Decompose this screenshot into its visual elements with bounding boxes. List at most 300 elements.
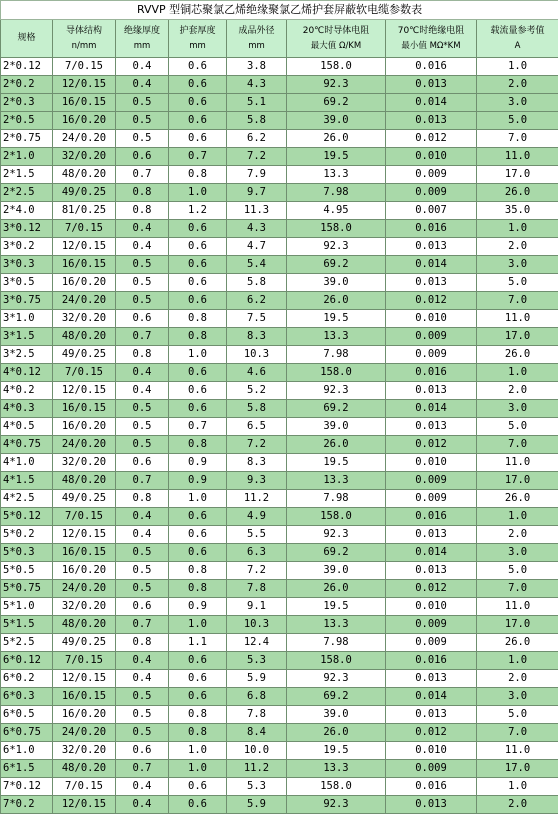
table-row <box>1 76 558 94</box>
table-cell: 19.5 <box>287 148 386 166</box>
table-cell: 17.0 <box>477 328 558 346</box>
table-cell: 92.3 <box>287 382 386 400</box>
table-cell: 4.95 <box>287 202 386 220</box>
table-cell: 1.0 <box>477 652 558 670</box>
table-cell: 5.0 <box>477 706 558 724</box>
table-cell: 13.3 <box>287 328 386 346</box>
table-cell: 7.98 <box>287 490 386 508</box>
table-cell: 7.9 <box>227 166 287 184</box>
table-cell: 69.2 <box>287 256 386 274</box>
table-cell: 1.0 <box>477 364 558 382</box>
table-cell: 4*1.5 <box>1 472 53 490</box>
table-cell: 5.0 <box>477 274 558 292</box>
table-cell: 0.009 <box>386 328 477 346</box>
table-cell: 7.8 <box>227 706 287 724</box>
table-cell: 16/0.15 <box>53 544 116 562</box>
table-cell: 0.6 <box>169 364 227 382</box>
table-cell: 0.4 <box>116 526 169 544</box>
header-label: 20℃时导体电阻 <box>303 26 370 36</box>
table-cell: 11.0 <box>477 598 558 616</box>
table-row <box>1 184 558 202</box>
table-cell: 12/0.15 <box>53 526 116 544</box>
table-row <box>1 742 558 760</box>
table-cell: 0.4 <box>116 220 169 238</box>
table-cell: 0.010 <box>386 598 477 616</box>
table-cell: 7/0.15 <box>53 508 116 526</box>
table-cell: 49/0.25 <box>53 346 116 364</box>
table-cell: 11.3 <box>227 202 287 220</box>
table-cell: 6*1.0 <box>1 742 53 760</box>
table-cell: 0.6 <box>169 670 227 688</box>
table-cell: 11.0 <box>477 148 558 166</box>
table-cell: 0.014 <box>386 688 477 706</box>
table-cell: 0.5 <box>116 400 169 418</box>
table-cell: 16/0.15 <box>53 256 116 274</box>
table-cell: 0.8 <box>169 166 227 184</box>
table-cell: 48/0.20 <box>53 616 116 634</box>
table-cell: 13.3 <box>287 472 386 490</box>
table-cell: 0.5 <box>116 94 169 112</box>
table-row <box>1 760 558 778</box>
table-cell: 3.0 <box>477 400 558 418</box>
table-cell: 5.9 <box>227 796 287 814</box>
table-cell: 0.9 <box>169 454 227 472</box>
table-cell: 6.2 <box>227 292 287 310</box>
table-cell: 0.012 <box>386 292 477 310</box>
table-cell: 24/0.20 <box>53 130 116 148</box>
table-cell: 0.013 <box>386 796 477 814</box>
table-cell: 158.0 <box>287 364 386 382</box>
table-cell: 69.2 <box>287 94 386 112</box>
table-cell: 2.0 <box>477 526 558 544</box>
table-cell: 0.5 <box>116 292 169 310</box>
table-cell: 7/0.15 <box>53 778 116 796</box>
header-label: 规格 <box>17 33 35 43</box>
table-cell: 2*1.0 <box>1 148 53 166</box>
table-cell: 0.4 <box>116 508 169 526</box>
table-cell: 5.0 <box>477 562 558 580</box>
table-cell: 4.9 <box>227 508 287 526</box>
table-cell: 0.009 <box>386 184 477 202</box>
table-cell: 6*0.75 <box>1 724 53 742</box>
table-cell: 158.0 <box>287 220 386 238</box>
table-cell: 2*4.0 <box>1 202 53 220</box>
table-row <box>1 256 558 274</box>
table-cell: 92.3 <box>287 76 386 94</box>
table-cell: 2*0.12 <box>1 58 53 76</box>
table-cell: 0.7 <box>116 328 169 346</box>
table-cell: 81/0.25 <box>53 202 116 220</box>
table-cell: 5.8 <box>227 112 287 130</box>
table-cell: 0.7 <box>169 148 227 166</box>
table-cell: 5*1.5 <box>1 616 53 634</box>
table-cell: 0.8 <box>169 724 227 742</box>
table-cell: 2*0.5 <box>1 112 53 130</box>
table-cell: 5*0.12 <box>1 508 53 526</box>
table-row <box>1 778 558 796</box>
header-unit: mm <box>227 39 286 54</box>
table-cell: 1.0 <box>169 490 227 508</box>
table-cell: 5.9 <box>227 670 287 688</box>
table-cell: 7.2 <box>227 562 287 580</box>
table-cell: 11.0 <box>477 742 558 760</box>
table-cell: 92.3 <box>287 526 386 544</box>
table-cell: 6*0.3 <box>1 688 53 706</box>
table-cell: 0.8 <box>116 184 169 202</box>
table-cell: 0.013 <box>386 706 477 724</box>
table-cell: 0.6 <box>169 130 227 148</box>
table-cell: 0.5 <box>116 436 169 454</box>
table-row <box>1 382 558 400</box>
table-cell: 3.0 <box>477 688 558 706</box>
table-cell: 0.010 <box>386 148 477 166</box>
table-row <box>1 274 558 292</box>
table-row <box>1 706 558 724</box>
table-cell: 7.0 <box>477 580 558 598</box>
table-cell: 0.4 <box>116 778 169 796</box>
table-cell: 4*0.2 <box>1 382 53 400</box>
table-cell: 1.0 <box>477 778 558 796</box>
table-cell: 2*2.5 <box>1 184 53 202</box>
table-cell: 0.8 <box>116 202 169 220</box>
table-cell: 0.5 <box>116 130 169 148</box>
table-cell: 1.2 <box>169 202 227 220</box>
table-cell: 26.0 <box>287 292 386 310</box>
table-cell: 17.0 <box>477 166 558 184</box>
table-cell: 16/0.20 <box>53 562 116 580</box>
header-unit: mm <box>116 39 168 54</box>
table-cell: 0.014 <box>386 94 477 112</box>
table-cell: 0.8 <box>169 562 227 580</box>
table-cell: 0.016 <box>386 220 477 238</box>
table-cell: 0.8 <box>116 634 169 652</box>
table-cell: 24/0.20 <box>53 724 116 742</box>
table-cell: 26.0 <box>287 580 386 598</box>
table-cell: 5.2 <box>227 382 287 400</box>
table-cell: 0.007 <box>386 202 477 220</box>
table-row <box>1 670 558 688</box>
table-cell: 0.8 <box>169 580 227 598</box>
table-cell: 32/0.20 <box>53 454 116 472</box>
table-cell: 9.7 <box>227 184 287 202</box>
table-cell: 26.0 <box>477 634 558 652</box>
table-row <box>1 724 558 742</box>
table-cell: 3*0.12 <box>1 220 53 238</box>
table-cell: 0.8 <box>169 328 227 346</box>
table-cell: 12/0.15 <box>53 670 116 688</box>
table-cell: 4.3 <box>227 76 287 94</box>
table-cell: 7.5 <box>227 310 287 328</box>
header-label: 导体结构 <box>66 26 102 36</box>
table-row <box>1 454 558 472</box>
table-cell: 0.009 <box>386 346 477 364</box>
table-cell: 0.6 <box>169 112 227 130</box>
table-cell: 0.6 <box>169 256 227 274</box>
table-cell: 6*0.12 <box>1 652 53 670</box>
table-cell: 3*0.75 <box>1 292 53 310</box>
table-cell: 158.0 <box>287 778 386 796</box>
table-row <box>1 472 558 490</box>
table-cell: 26.0 <box>287 724 386 742</box>
table-cell: 0.009 <box>386 760 477 778</box>
table-cell: 5.3 <box>227 778 287 796</box>
table-cell: 1.0 <box>169 184 227 202</box>
table-cell: 0.009 <box>386 472 477 490</box>
header-insulation <box>116 20 169 58</box>
table-row <box>1 616 558 634</box>
table-cell: 9.3 <box>227 472 287 490</box>
header-label: 成品外径 <box>238 26 274 36</box>
table-cell: 2.0 <box>477 76 558 94</box>
table-cell: 5.0 <box>477 112 558 130</box>
table-cell: 16/0.15 <box>53 688 116 706</box>
table-cell: 7.0 <box>477 724 558 742</box>
table-cell: 0.5 <box>116 418 169 436</box>
table-cell: 39.0 <box>287 274 386 292</box>
table-cell: 0.6 <box>169 400 227 418</box>
table-cell: 32/0.20 <box>53 742 116 760</box>
table-cell: 48/0.20 <box>53 760 116 778</box>
table-cell: 19.5 <box>287 454 386 472</box>
table-cell: 4*0.75 <box>1 436 53 454</box>
table-cell: 0.010 <box>386 454 477 472</box>
table-cell: 0.6 <box>169 688 227 706</box>
table-cell: 0.6 <box>169 544 227 562</box>
table-cell: 16/0.15 <box>53 94 116 112</box>
table-cell: 0.6 <box>169 796 227 814</box>
table-cell: 0.013 <box>386 418 477 436</box>
table-cell: 0.4 <box>116 238 169 256</box>
table-cell: 39.0 <box>287 112 386 130</box>
table-cell: 4.7 <box>227 238 287 256</box>
table-cell: 0.5 <box>116 562 169 580</box>
table-cell: 0.6 <box>169 58 227 76</box>
table-cell: 1.0 <box>169 616 227 634</box>
table-cell: 0.6 <box>116 454 169 472</box>
table-cell: 7/0.15 <box>53 652 116 670</box>
header-unit: mm <box>169 39 226 54</box>
table-row <box>1 202 558 220</box>
table-cell: 12/0.15 <box>53 796 116 814</box>
table-cell: 8.3 <box>227 454 287 472</box>
table-row <box>1 346 558 364</box>
table-cell: 11.0 <box>477 310 558 328</box>
table-row <box>1 634 558 652</box>
table-cell: 19.5 <box>287 310 386 328</box>
table-row <box>1 418 558 436</box>
table-cell: 9.1 <box>227 598 287 616</box>
table-row <box>1 796 558 814</box>
table-row <box>1 220 558 238</box>
table-cell: 0.013 <box>386 274 477 292</box>
table-cell: 1.0 <box>477 58 558 76</box>
header-conductor-resistance <box>287 20 386 58</box>
table-cell: 48/0.20 <box>53 328 116 346</box>
table-cell: 5*1.0 <box>1 598 53 616</box>
table-cell: 5*0.75 <box>1 580 53 598</box>
header-spec <box>1 20 53 58</box>
table-cell: 5*0.3 <box>1 544 53 562</box>
table-cell: 0.7 <box>116 472 169 490</box>
table-row <box>1 58 558 76</box>
table-cell: 5.3 <box>227 652 287 670</box>
table-cell: 7.98 <box>287 634 386 652</box>
table-cell: 17.0 <box>477 760 558 778</box>
table-cell: 26.0 <box>477 184 558 202</box>
table-cell: 10.3 <box>227 346 287 364</box>
table-cell: 0.4 <box>116 76 169 94</box>
table-cell: 32/0.20 <box>53 310 116 328</box>
table-cell: 1.0 <box>169 742 227 760</box>
table-cell: 10.0 <box>227 742 287 760</box>
table-cell: 0.8 <box>169 310 227 328</box>
table-cell: 0.6 <box>169 652 227 670</box>
table-cell: 1.1 <box>169 634 227 652</box>
table-row <box>1 580 558 598</box>
table-cell: 0.8 <box>116 490 169 508</box>
table-cell: 7.98 <box>287 346 386 364</box>
table-cell: 6.3 <box>227 544 287 562</box>
table-cell: 2.0 <box>477 670 558 688</box>
table-row <box>1 166 558 184</box>
table-cell: 2*0.2 <box>1 76 53 94</box>
table-cell: 0.5 <box>116 544 169 562</box>
table-cell: 4*0.3 <box>1 400 53 418</box>
table-cell: 0.013 <box>386 562 477 580</box>
table-cell: 3*0.3 <box>1 256 53 274</box>
header-unit: 最大值 Ω/KM <box>287 39 385 54</box>
table-cell: 0.013 <box>386 112 477 130</box>
title-row <box>1 1 558 20</box>
table-cell: 1.0 <box>169 346 227 364</box>
table-cell: 0.6 <box>169 76 227 94</box>
table-cell: 26.0 <box>477 490 558 508</box>
table-cell: 16/0.15 <box>53 400 116 418</box>
table-row <box>1 598 558 616</box>
table-cell: 0.6 <box>169 220 227 238</box>
table-cell: 69.2 <box>287 688 386 706</box>
table-cell: 48/0.20 <box>53 472 116 490</box>
table-cell: 5.1 <box>227 94 287 112</box>
table-cell: 0.6 <box>169 292 227 310</box>
table-cell: 3.0 <box>477 256 558 274</box>
table-cell: 49/0.25 <box>53 490 116 508</box>
table-cell: 24/0.20 <box>53 436 116 454</box>
table-cell: 7*0.2 <box>1 796 53 814</box>
table-cell: 11.2 <box>227 490 287 508</box>
table-cell: 0.009 <box>386 490 477 508</box>
table-cell: 0.014 <box>386 544 477 562</box>
table-row <box>1 328 558 346</box>
table-cell: 19.5 <box>287 598 386 616</box>
table-cell: 0.5 <box>116 580 169 598</box>
table-cell: 0.012 <box>386 580 477 598</box>
header-outer-diameter <box>227 20 287 58</box>
table-cell: 0.6 <box>116 310 169 328</box>
table-cell: 5*2.5 <box>1 634 53 652</box>
table-cell: 0.6 <box>169 274 227 292</box>
table-cell: 158.0 <box>287 652 386 670</box>
table-row <box>1 364 558 382</box>
table-cell: 7.98 <box>287 184 386 202</box>
table-cell: 0.016 <box>386 58 477 76</box>
table-cell: 2*0.75 <box>1 130 53 148</box>
table-cell: 2.0 <box>477 796 558 814</box>
table-cell: 0.012 <box>386 724 477 742</box>
table-row <box>1 508 558 526</box>
table-cell: 92.3 <box>287 796 386 814</box>
table-cell: 7.2 <box>227 436 287 454</box>
table-cell: 19.5 <box>287 742 386 760</box>
table-cell: 4*0.12 <box>1 364 53 382</box>
table-cell: 16/0.20 <box>53 112 116 130</box>
table-cell: 92.3 <box>287 670 386 688</box>
table-cell: 7/0.15 <box>53 58 116 76</box>
table-cell: 6.5 <box>227 418 287 436</box>
table-cell: 0.6 <box>116 598 169 616</box>
table-cell: 5.8 <box>227 274 287 292</box>
table-cell: 12/0.15 <box>53 238 116 256</box>
table-cell: 12.4 <box>227 634 287 652</box>
table-cell: 0.5 <box>116 688 169 706</box>
table-cell: 48/0.20 <box>53 166 116 184</box>
table-cell: 7.2 <box>227 148 287 166</box>
table-cell: 158.0 <box>287 58 386 76</box>
table-cell: 0.009 <box>386 634 477 652</box>
table-cell: 0.4 <box>116 796 169 814</box>
header-label: 绝缘厚度 <box>124 26 160 36</box>
header-insulation-resistance <box>386 20 477 58</box>
table-cell: 0.016 <box>386 364 477 382</box>
table-cell: 24/0.20 <box>53 580 116 598</box>
table-cell: 32/0.20 <box>53 148 116 166</box>
table-cell: 0.6 <box>169 238 227 256</box>
table-cell: 5.4 <box>227 256 287 274</box>
table-cell: 6.8 <box>227 688 287 706</box>
table-row <box>1 130 558 148</box>
table-cell: 0.009 <box>386 616 477 634</box>
table-cell: 39.0 <box>287 562 386 580</box>
table-cell: 0.012 <box>386 436 477 454</box>
header-label: 载流量参考值 <box>491 26 545 36</box>
table-cell: 158.0 <box>287 508 386 526</box>
table-cell: 7.0 <box>477 292 558 310</box>
table-cell: 17.0 <box>477 472 558 490</box>
table-cell: 6*0.5 <box>1 706 53 724</box>
header-current-capacity <box>477 20 558 58</box>
table-cell: 3.0 <box>477 94 558 112</box>
table-cell: 0.4 <box>116 382 169 400</box>
table-cell: 0.009 <box>386 166 477 184</box>
table-cell: 0.014 <box>386 256 477 274</box>
table-cell: 0.010 <box>386 310 477 328</box>
table-cell: 0.7 <box>116 760 169 778</box>
table-cell: 0.6 <box>116 148 169 166</box>
table-cell: 26.0 <box>287 130 386 148</box>
table-cell: 1.0 <box>477 220 558 238</box>
table-cell: 5*0.5 <box>1 562 53 580</box>
table-cell: 0.6 <box>169 778 227 796</box>
table-cell: 16/0.20 <box>53 418 116 436</box>
table-cell: 0.010 <box>386 742 477 760</box>
header-unit: A <box>477 39 558 54</box>
table-cell: 6*0.2 <box>1 670 53 688</box>
table-cell: 26.0 <box>287 436 386 454</box>
table-row <box>1 688 558 706</box>
table-cell: 0.6 <box>169 382 227 400</box>
table-cell: 6*1.5 <box>1 760 53 778</box>
table-cell: 0.6 <box>169 526 227 544</box>
